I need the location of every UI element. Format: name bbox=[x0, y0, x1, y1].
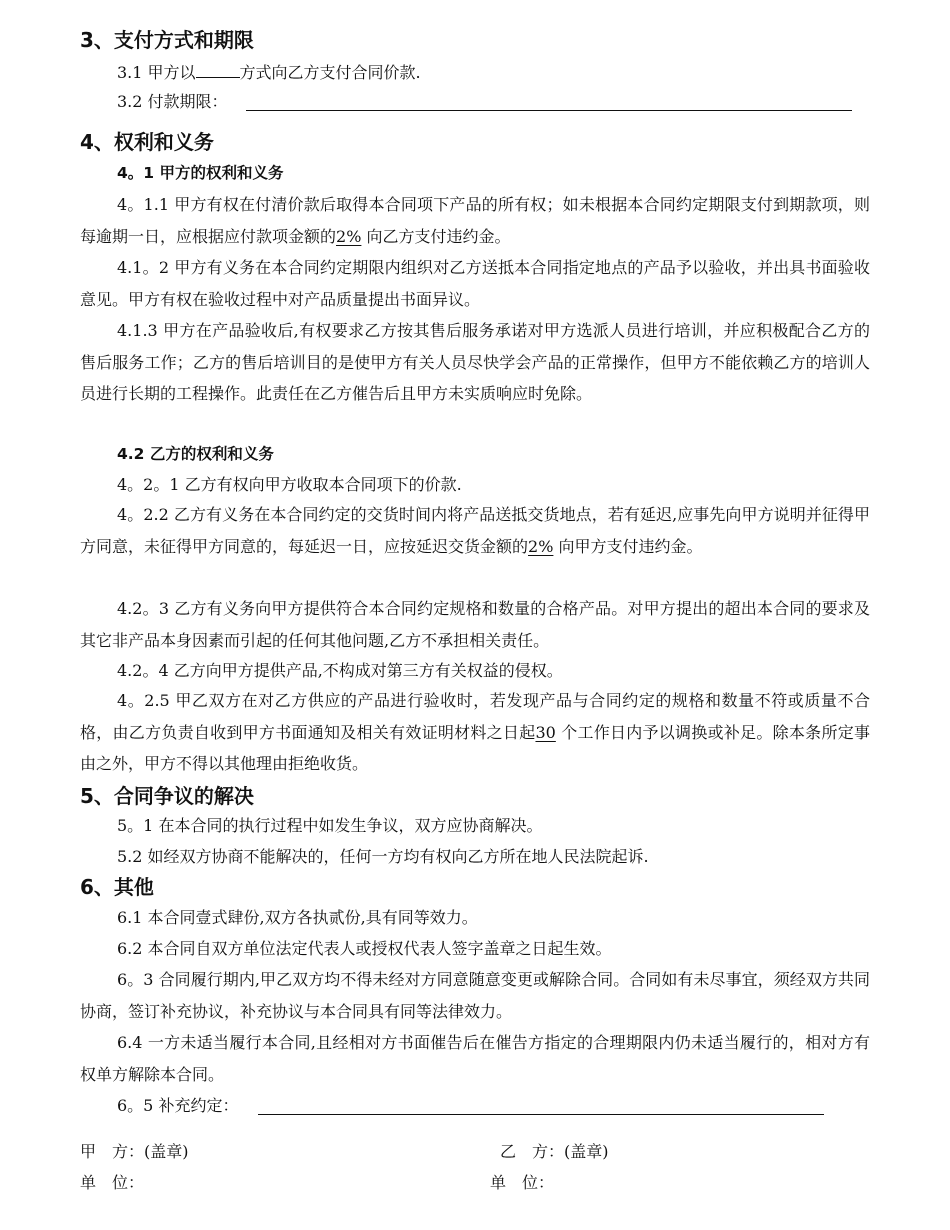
section-3-heading: 3、支付方式和期限 bbox=[80, 28, 254, 52]
clause-4-1-3: 4.1.3 甲方在产品验收后,有权要求乙方按其售后服务承诺对甲方选派人员进行培训，并应积极配合乙方的售后服务工作；乙方的售后培训目的是使甲方有关人员尽快学会产品的正常操作，但甲方不能依赖乙方的培训人员进行长期的工程操作。此责任在乙方催告后且甲方未实质响应时免除。 bbox=[80, 321, 870, 403]
section-5-heading: 5、合同争议的解决 bbox=[80, 784, 254, 808]
clause-3-1-after: 方式向乙方支付合同价款. bbox=[239, 63, 421, 82]
clause-3-1 bbox=[117, 60, 421, 84]
clause-5-1: 5。1 在本合同的执行过程中如发生争议，双方应协商解决。 bbox=[117, 816, 543, 835]
clause-4-1-1-tail: 向乙方支付违约金。 bbox=[366, 226, 511, 246]
payment-method-blank[interactable] bbox=[196, 60, 240, 78]
clause-6-2: 6.2 本合同自双方单位法定代表人或授权代表人签字盖章之日起生效。 bbox=[117, 939, 612, 958]
party-a-unit: 单 位： bbox=[80, 1173, 145, 1192]
section-4-heading: 4、权利和义务 bbox=[80, 130, 214, 154]
section-6-heading: 6、其他 bbox=[80, 875, 154, 899]
party-b-unit: 单 位： bbox=[490, 1173, 555, 1192]
clause-5-2: 5.2 如经双方协商不能解决的，任何一方均有权向乙方所在地人民法院起诉. bbox=[117, 847, 649, 866]
clause-4-1-1-text: 4。1.1 甲方有权在付清价款后取得本合同项下产品的所有权；如未根据本合同约定期限支付到期款项，则每逾期一日，应根据应付款项金额的 bbox=[80, 195, 870, 246]
clause-6-5-label: 6。5 补充约定： bbox=[117, 1096, 239, 1115]
clause-6-4: 6.4 一方未适当履行本合同,且经相对方书面催告后在催告方指定的合理期限内仍未适当履行的，相对方有权单方解除本合同。 bbox=[80, 1033, 870, 1084]
payment-term-blank[interactable] bbox=[246, 110, 852, 111]
supplementary-terms-blank[interactable] bbox=[258, 1114, 824, 1115]
subsection-4-2-heading: 4.2 乙方的权利和义务 bbox=[117, 445, 274, 463]
clause-4-2-2-text: 4。2.2 乙方有义务在本合同约定的交货时间内将产品送抵交货地点，若有延迟,应事先向甲方说明并征得甲方同意，未征得甲方同意的，每延迟一日，应按延迟交货金额的 bbox=[80, 505, 870, 556]
late-delivery-rate: 2% bbox=[528, 536, 554, 556]
clause-4-1-1 bbox=[80, 189, 870, 252]
clause-4-2-5-tail: 个工作日内予以调换或补足。除本条所定事由之外，甲方不得以其他理由拒绝收货。 bbox=[80, 722, 870, 773]
clause-6-1: 6.1 本合同壹式肆份,双方各执贰份,具有同等效力。 bbox=[117, 908, 478, 927]
party-b-seal: 乙 方：(盖章) bbox=[500, 1142, 609, 1161]
subsection-4-1-heading: 4。1 甲方的权利和义务 bbox=[117, 164, 284, 182]
clause-4-1-2: 4.1。2 甲方有义务在本合同约定期限内组织对乙方送抵本合同指定地点的产品予以验收，并出具书面验收意见。甲方有权在验收过程中对产品质量提出书面异议。 bbox=[80, 258, 870, 309]
clause-3-1-before: 3.1 甲方以 bbox=[117, 63, 196, 82]
party-a-seal: 甲 方：(盖章) bbox=[80, 1142, 189, 1161]
clause-4-2-5-text: 4。2.5 甲乙双方在对乙方供应的产品进行验收时，若发现产品与合同约定的规格和数量不符或质量不合格，由乙方负责自收到甲方书面通知及相关有效证明材料之日起 bbox=[80, 691, 870, 742]
clause-4-2-2-tail: 向甲方支付违约金。 bbox=[558, 536, 703, 556]
clause-4-2-3: 4.2。3 乙方有义务向甲方提供符合本合同约定规格和数量的合格产品。对甲方提出的超出本合同的要求及其它非产品本身因素而引起的任何其他问题,乙方不承担相关责任。 bbox=[80, 599, 870, 650]
clause-4-2-5 bbox=[80, 685, 870, 780]
replacement-days: 30 bbox=[535, 722, 556, 742]
clause-3-2-label: 3.2 付款期限： bbox=[117, 92, 228, 111]
late-payment-rate: 2% bbox=[336, 226, 362, 246]
clause-6-3: 6。3 合同履行期内,甲乙双方均不得未经对方同意随意变更或解除合同。合同如有未尽事宜，须经双方共同协商，签订补充协议，补充协议与本合同具有同等法律效力。 bbox=[80, 970, 870, 1021]
clause-4-2-2 bbox=[80, 499, 870, 562]
clause-4-2-4: 4.2。4 乙方向甲方提供产品,不构成对第三方有关权益的侵权。 bbox=[117, 661, 563, 680]
clause-4-2-1: 4。2。1 乙方有权向甲方收取本合同项下的价款. bbox=[117, 475, 462, 494]
